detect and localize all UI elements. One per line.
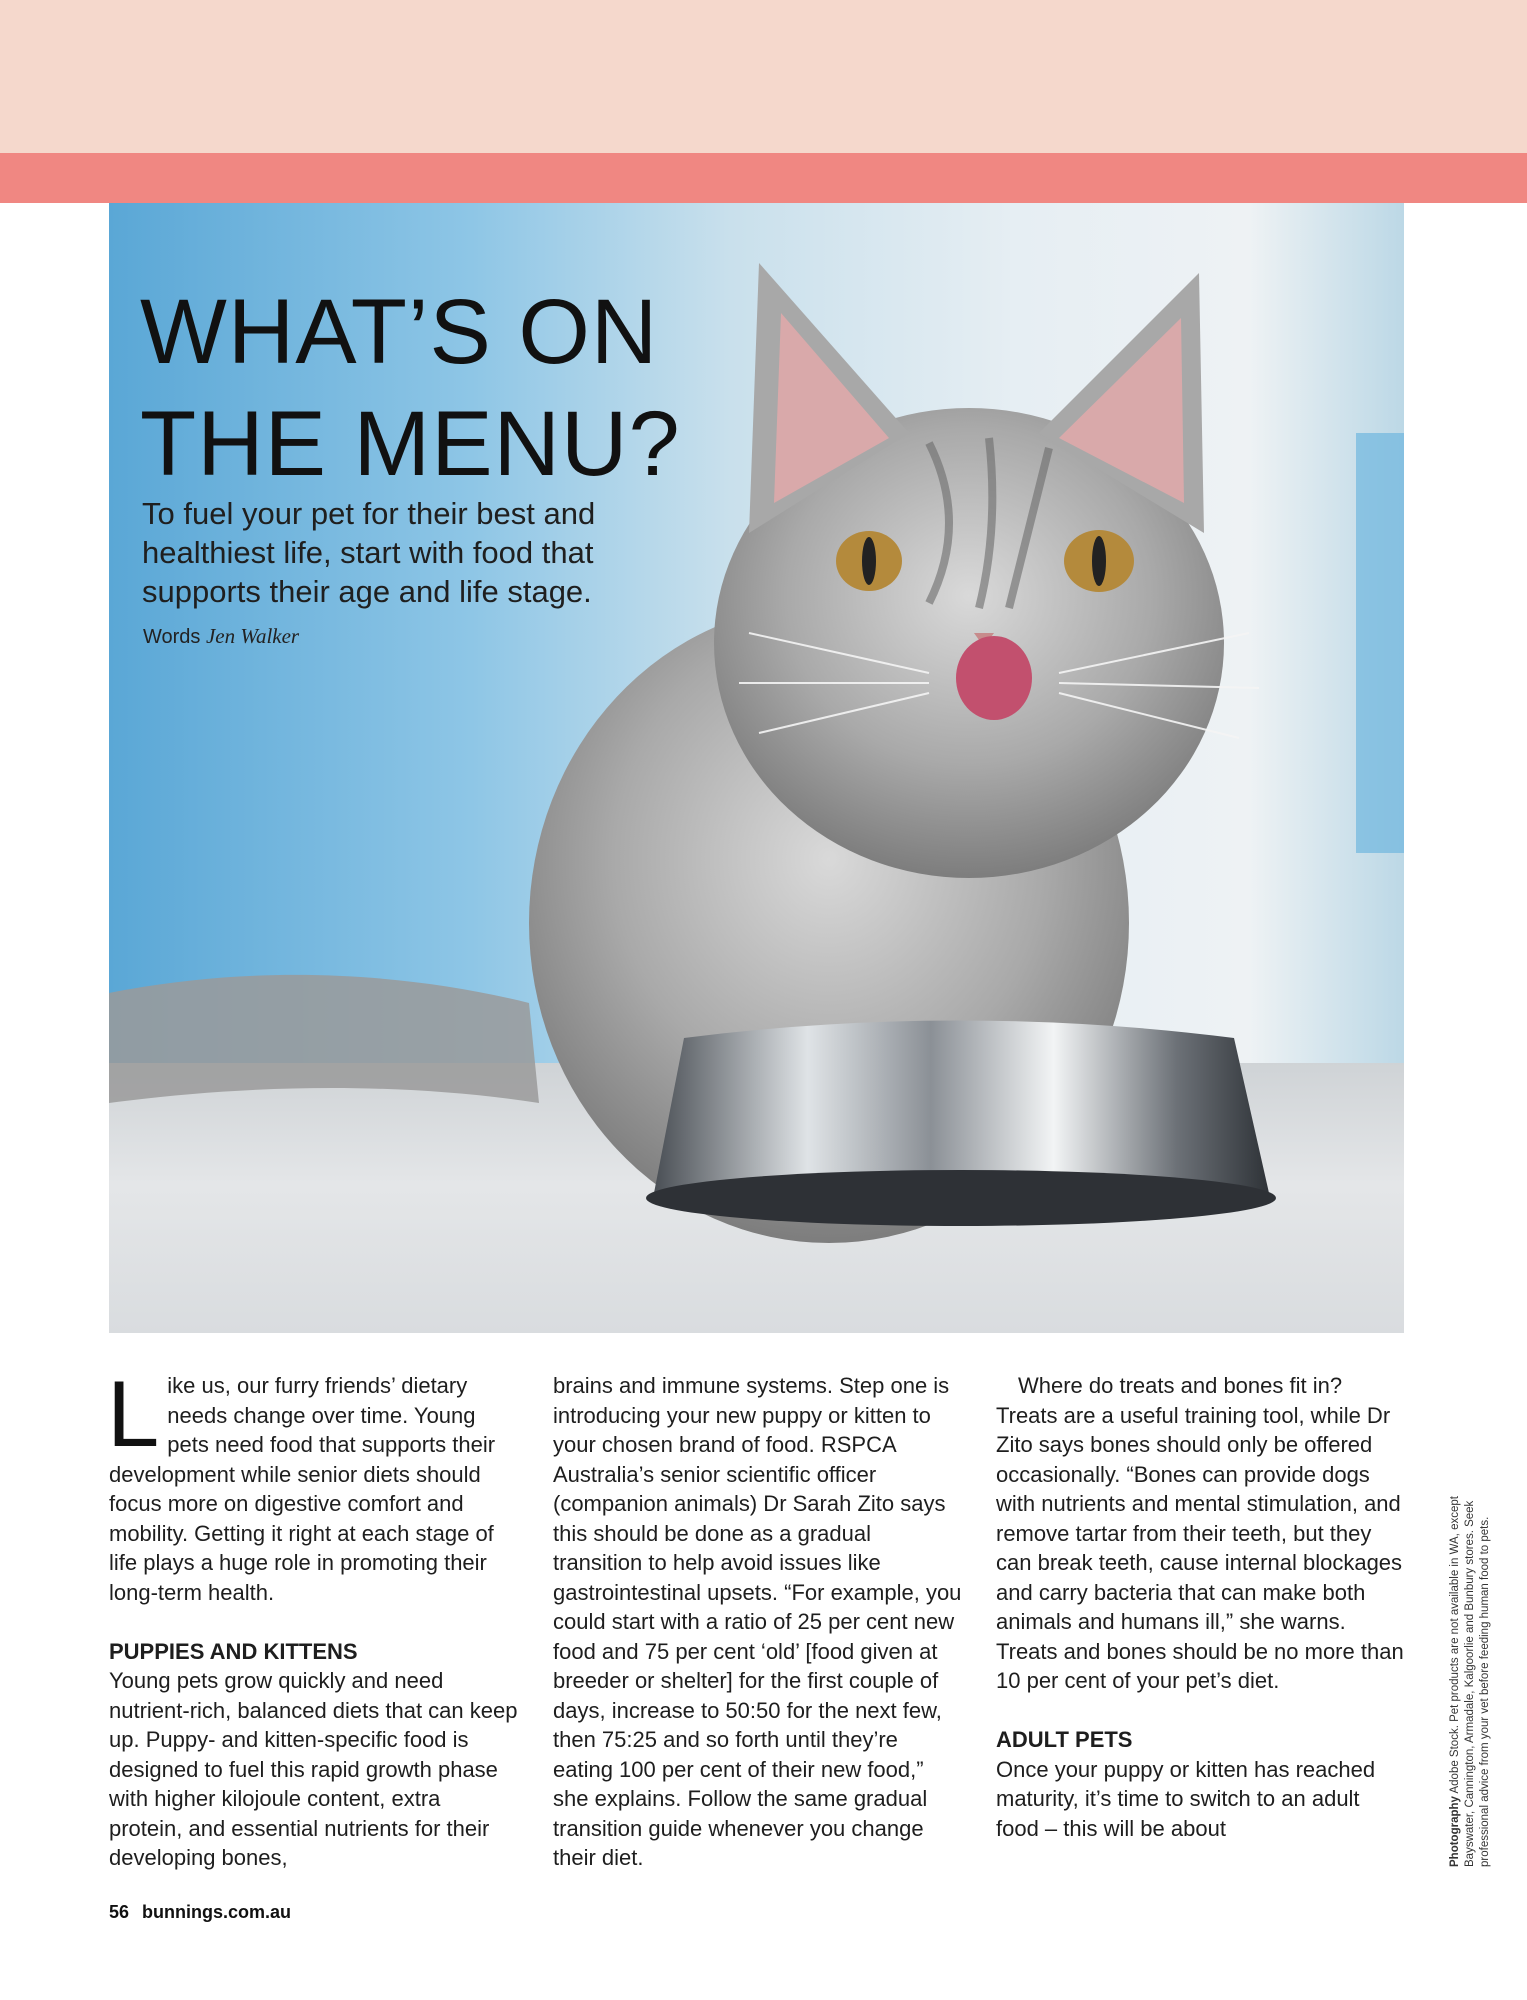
byline-author: Jen Walker <box>205 624 300 648</box>
intro-paragraph <box>107 1361 519 1607</box>
page-folio <box>109 1902 291 1923</box>
cat-tongue <box>956 636 1032 720</box>
body-column-1 <box>107 1361 519 1873</box>
intro-text: ike us, our furry friends’ dietary needs change over time. Young pets need food that supports their development while senior diets should focus more on digestive comfort and mobility. Getting it right at each stage of life plays a huge role in promoting their long-term health. <box>109 1373 496 1605</box>
body-column-2 <box>553 1371 963 1873</box>
headline-line-2: THE MENU? <box>140 393 681 495</box>
drop-cap: L <box>107 1361 160 1466</box>
accent-color-band <box>0 153 1527 203</box>
credit-text: Adobe Stock. Pet products are not available in WA, except Bayswater, Cannington, Armadale, Kalgoorlie and Bunbury stores. Seek professional advice from your vet before feeding human food to pets. <box>1449 1496 1491 1867</box>
subheading-puppies-kittens: PUPPIES AND KITTENS <box>109 1638 358 1664</box>
puppies-paragraph: Young pets grow quickly and need nutrient-rich, balanced diets that can keep up. Puppy- and kitten-specific food is designed to fuel this rapid growth phase with higher kilojoule content, extra protein, and essential nutrients for their developing bones, <box>109 1668 518 1870</box>
treats-paragraph: Where do treats and bones fit in? Treats are a useful training tool, while Dr Zito says bones should only be offered occasionally. “Bones can provide dogs with nutrients and mental stimulation, and remove tartar from their teeth, but they can break teeth, cause internal blockages and carry bacteria that can make both animals and humans ill,” she warns. Treats and bones should be no more than 10 per cent of your pet’s diet. <box>996 1373 1404 1693</box>
photo-credit <box>1448 1437 1493 1867</box>
cat-tail <box>109 975 539 1103</box>
article-headline <box>140 276 780 500</box>
credit-label: Photography <box>1449 1796 1461 1867</box>
top-color-band <box>0 0 1527 153</box>
headline-line-1: WHAT’S ON <box>140 281 659 383</box>
byline-label: Words <box>143 626 201 648</box>
byline <box>143 624 299 649</box>
page-number: 56 <box>109 1902 130 1922</box>
body-column-3 <box>996 1371 1406 1843</box>
website-url: bunnings.com.au <box>142 1902 292 1922</box>
article-standfirst: To fuel your pet for their best and healthiest life, start with food that supports their age and life stage. <box>142 496 596 609</box>
food-bowl-rim <box>646 1170 1276 1226</box>
subheading-adult-pets: ADULT PETS <box>996 1727 1133 1752</box>
adult-paragraph: Once your puppy or kitten has reached maturity, it’s time to switch to an adult food – this will be about <box>996 1756 1376 1841</box>
transition-paragraph: brains and immune systems. Step one is introducing your new puppy or kitten to your chosen brand of food. RSPCA Australia’s senior scientific officer (companion animals) Dr Sarah Zito says this should be done as a gradual transition to help avoid issues like gastrointestinal upsets. “For example, you could start with a ratio of 25 per cent new food and 75 per cent ‘old’ [food given at breeder or shelter] for the first couple of days, increase to 50:50 for the next few, then 75:25 and so forth until they’re eating 100 per cent of their new food,” she explains. Follow the same gradual transition guide whenever you change their diet. <box>553 1373 962 1870</box>
